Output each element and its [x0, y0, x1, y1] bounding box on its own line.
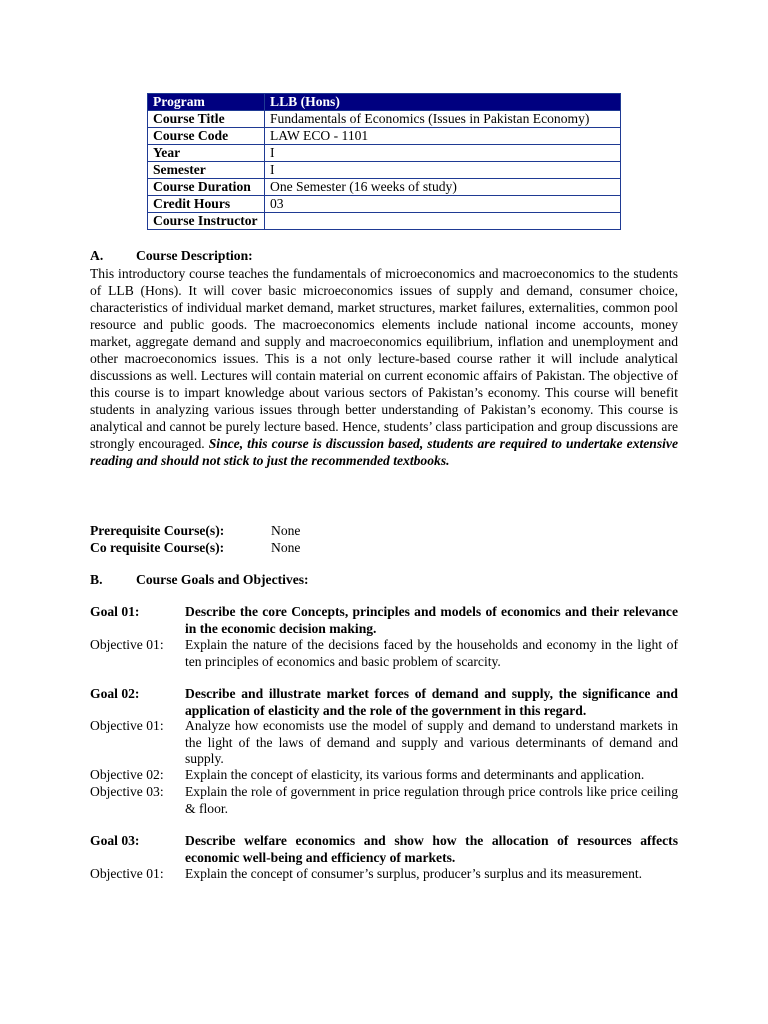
objective-text: Analyze how economists use the model of supply and demand to understand markets in the light of the laws of demand and supply and various determinants of demand and supply.: [185, 718, 678, 766]
info-key: Course Duration: [148, 179, 265, 196]
course-description-text: This introductory course teaches the fundamentals of microeconomics and macroeconomics to the students of LLB (Hons). It will cover basic microeconomics issues of supply and demand, consumer choice, characteristics of individual market demand, market structures, market failures, externalities, common pool resource and public goods. The macroeconomics elements include national income accounts, money market, aggregate demand and supply and macroeconomics equilibrium, inflation and unemployment and other macroeconomics issues. This is a not only lecture-based course rather it will include analytical discussions as well. Lectures will contain material on current economic affairs of Pakistan. The objective of this course is to impart knowledge about various sectors of Pakistan’s economy. This course will benefit students in analyzing various issues through better understanding of Pakistan’s economy. This course is analytical and cannot be purely lecture based. Hence, students’ class participation and group discussions are strongly encouraged.: [90, 266, 678, 451]
objective-label: Objective 01:: [90, 866, 164, 881]
goal-02-objective-03: [90, 784, 678, 817]
info-row-credit-hours: [148, 196, 621, 213]
info-value: LAW ECO - 1101: [265, 128, 621, 145]
corequisite-label: Co requisite Course(s):: [90, 540, 225, 555]
objective-text: Explain the role of government in price regulation through price controls like price ceiling & floor.: [185, 784, 678, 816]
info-value: One Semester (16 weeks of study): [265, 179, 621, 196]
objective-text: Explain the concept of consumer’s surplus, producer’s surplus and its measurement.: [185, 866, 643, 881]
goal-02: [90, 686, 678, 719]
info-value: I: [265, 162, 621, 179]
goal-03-objective-01: [90, 866, 678, 883]
prerequisite-row: [90, 522, 300, 539]
section-b-heading: [90, 572, 309, 588]
section-a-title: Course Description:: [136, 248, 253, 263]
info-key: Course Title: [148, 111, 265, 128]
info-key: Course Instructor: [148, 213, 265, 230]
info-row-course-title: [148, 111, 621, 128]
goal-02-objective-02: [90, 767, 678, 784]
objective-text: Explain the concept of elasticity, its various forms and determinants and application.: [185, 767, 645, 782]
goal-label: Goal 01:: [90, 604, 140, 619]
goal-label: Goal 02:: [90, 686, 140, 701]
objective-label: Objective 03:: [90, 784, 164, 799]
info-value: [265, 213, 621, 230]
objective-label: Objective 01:: [90, 718, 164, 733]
section-a-number: A.: [90, 248, 104, 263]
info-value: Fundamentals of Economics (Issues in Pakistan Economy): [265, 111, 621, 128]
objective-label: Objective 01:: [90, 637, 164, 652]
info-key: Year: [148, 145, 265, 162]
info-key: Program: [148, 94, 265, 111]
corequisite-row: [90, 539, 300, 556]
info-value: I: [265, 145, 621, 162]
course-description-emphasis: Since, this course is discussion based, students are required to undertake extensive reading and should not stick to just the recommended textbooks.: [90, 436, 678, 468]
section-b-number: B.: [90, 572, 103, 587]
objective-text: Explain the nature of the decisions faced by the households and economy in the light of ten principles of economics and basic problem of scarcity.: [185, 637, 678, 669]
goal-02-objective-01: [90, 718, 678, 768]
info-row-course-code: [148, 128, 621, 145]
prerequisite-label: Prerequisite Course(s):: [90, 523, 225, 538]
goal-01: [90, 604, 678, 637]
info-key: Semester: [148, 162, 265, 179]
info-row-year: [148, 145, 621, 162]
goal-text: Describe welfare economics and show how the allocation of resources affects economic well-being and efficiency of markets.: [185, 833, 678, 865]
section-b-title: Course Goals and Objectives:: [136, 572, 309, 587]
goal-text: Describe and illustrate market forces of demand and supply, the significance and application of elasticity and the role of the government in this regard.: [185, 686, 678, 718]
info-value: LLB (Hons): [265, 94, 621, 111]
info-row-semester: [148, 162, 621, 179]
info-row-course-instructor: [148, 213, 621, 230]
goal-01-objective-01: [90, 637, 678, 670]
goal-03: [90, 833, 678, 866]
info-key: Course Code: [148, 128, 265, 145]
course-info-table: [147, 93, 621, 230]
goal-label: Goal 03:: [90, 833, 140, 848]
course-description: [90, 265, 678, 469]
info-row-course-duration: [148, 179, 621, 196]
prerequisite-value: None: [271, 523, 301, 538]
info-key: Credit Hours: [148, 196, 265, 213]
corequisite-value: None: [271, 540, 301, 555]
section-a-heading: [90, 248, 253, 264]
info-row-program: [148, 94, 621, 111]
info-value: 03: [265, 196, 621, 213]
objective-label: Objective 02:: [90, 767, 164, 782]
goal-text: Describe the core Concepts, principles and models of economics and their relevance in the economic decision making.: [185, 604, 678, 636]
